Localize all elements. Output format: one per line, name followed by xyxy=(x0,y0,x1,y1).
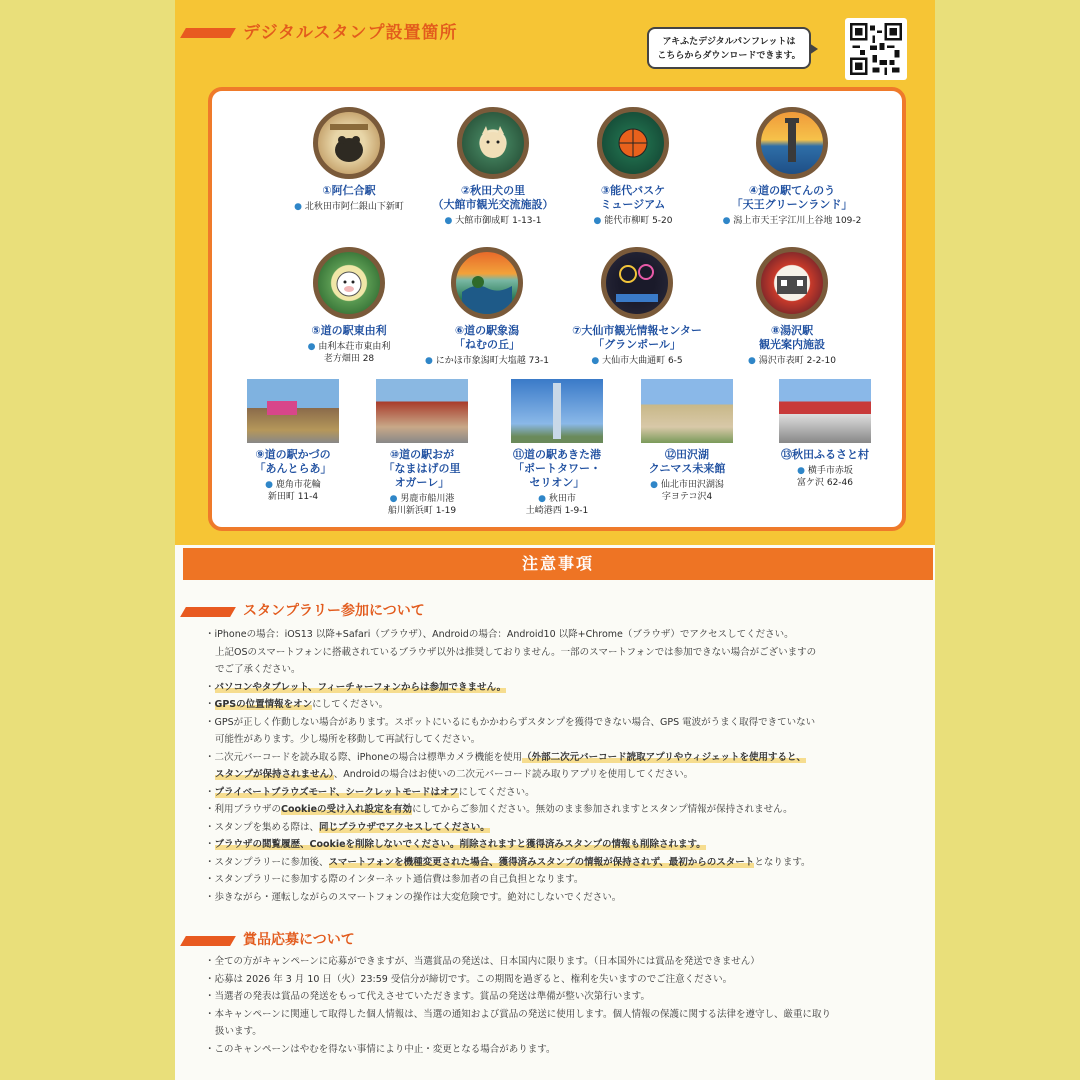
note-line: ・全ての方がキャンペーンに応募ができますが、当選賞品の発送は、日本国内に限ります。（日本国外には賞品を発送できません） xyxy=(205,956,760,967)
note-line: ・スタンプを集める際は、同じブラウザでアクセスしてください。 xyxy=(205,821,490,833)
location-pin-icon: ● xyxy=(538,494,546,504)
prize-notes xyxy=(205,953,915,1058)
spot-address: 潟上市天王字江川上谷地 109-2 xyxy=(733,216,862,226)
note-line: でご了承ください。 xyxy=(215,664,301,675)
manhole-fireworks-icon xyxy=(601,247,673,319)
spot-address: にかほ市象潟町大塩越 73-1 xyxy=(435,356,550,366)
spot-name: ⑫田沢湖 xyxy=(665,448,709,461)
prize-section-title: 賞品応募について xyxy=(243,932,355,948)
rally-notes xyxy=(205,626,915,906)
spot-name-sub: オガーレ」 xyxy=(394,476,450,489)
spot-address: 鹿角市花輪 xyxy=(275,480,321,490)
manhole-tower-icon xyxy=(756,107,828,179)
spot-name: ⑨道の駅かづの xyxy=(255,448,331,461)
note-line: ・ブラウザの閲覧履歴、Cookieを削除しないでください。削除されますと獲得済みスタンプの情報も削除されます。 xyxy=(205,839,706,850)
note-line: スタンプが保持されません）、Androidの場合はお使いの二次元バーコード読み取りアプリを使用してください。 xyxy=(215,769,694,780)
spot-name: ⑬秋田ふるさと村 xyxy=(781,448,869,461)
note-line: ・当選者の発表は賞品の発送をもって代えさせていただきます。賞品の発送は準備が整い次第行います。 xyxy=(205,991,650,1002)
manhole-cow-icon xyxy=(313,247,385,319)
building-photo xyxy=(641,379,733,443)
location-pin-icon: ● xyxy=(650,480,658,490)
spot-name: ⑪道の駅あきた港 xyxy=(513,448,601,461)
spot-name: ③能代バスケ xyxy=(600,184,666,197)
spot-address-sub: 船川新浜町 1-19 xyxy=(387,506,457,516)
location-pin-icon: ● xyxy=(389,494,398,504)
manhole-nemu-icon xyxy=(451,247,523,319)
spot-name-sub: 観光案内施設 xyxy=(759,338,825,351)
spot-tennou[interactable] xyxy=(702,107,882,227)
spot-daisen[interactable] xyxy=(552,247,722,367)
spot-address: 大館市御成町 1-13-1 xyxy=(455,216,542,226)
section-title: デジタルスタンプ設置箇所 xyxy=(243,23,458,43)
location-pin-icon: ● xyxy=(424,356,433,366)
pamphlet-note-line: こちらからダウンロードできます。 xyxy=(657,51,801,61)
spot-name: ⑧湯沢駅 xyxy=(770,324,814,337)
pamphlet-download-note xyxy=(647,27,811,69)
spot-address-sub: 字ヨテコ沢4 xyxy=(661,492,713,502)
spot-name: ⑤道の駅東由利 xyxy=(311,324,387,337)
spot-address: 湯沢市表町 2-2-10 xyxy=(758,356,836,366)
spot-name: ⑩道の駅おが xyxy=(389,448,455,461)
spot-name: ②秋田犬の里 xyxy=(460,184,526,197)
spot-yuzawa-station[interactable] xyxy=(712,247,872,367)
location-pin-icon: ● xyxy=(797,466,805,476)
note-line: 扱います。 xyxy=(215,1026,262,1037)
manhole-akita-dog-icon xyxy=(457,107,529,179)
spot-address-sub: 富ケ沢 62-46 xyxy=(796,478,853,488)
spot-name-sub: クニマス未来館 xyxy=(648,462,726,475)
spot-aniai-station[interactable] xyxy=(274,107,424,213)
stamp-locations-section xyxy=(175,0,935,545)
note-line: ・歩きながら・運転しながらのスマートフォンの操作は大変危険です。絶対にしないでください。 xyxy=(205,891,622,903)
spot-akita-furusato[interactable] xyxy=(760,379,890,489)
spot-name-sub: ミュージアム xyxy=(600,198,666,211)
note-line: ・このキャンペーンはやむを得ない事情により中止・変更となる場合があります。 xyxy=(205,1043,556,1055)
header-accent-bar xyxy=(180,28,236,38)
spot-name-sub: 「グランポール」 xyxy=(593,338,681,351)
spot-akita-port[interactable] xyxy=(497,379,617,517)
spot-name-sub: セリオン」 xyxy=(529,476,585,489)
spot-name: ⑥道の駅象潟 xyxy=(454,324,520,337)
spot-kisakata[interactable] xyxy=(412,247,562,367)
spot-name: ①阿仁合駅 xyxy=(322,184,376,197)
location-pin-icon: ● xyxy=(722,216,731,226)
location-pin-icon: ● xyxy=(444,216,453,226)
spot-name-sub: 「ポートタワー・ xyxy=(513,462,601,475)
note-line: ・プライベートブラウズモード、シークレットモードはオフにしてください。 xyxy=(205,786,535,798)
spot-address: 大仙市大曲通町 6-5 xyxy=(602,356,683,366)
note-line: ・応募は 2026 年 3 月 10 日（火）23:59 受信分が締切です。この期間を過ぎると、権利を失いますのでご注意ください。 xyxy=(205,973,733,985)
building-photo xyxy=(247,379,339,443)
note-line: ・本キャンペーンに関連して取得した個人情報は、当選の通知および賞品の発送に使用します。個人情報の保護に関する法律を遵守し、厳重に取り xyxy=(205,1008,832,1020)
pamphlet-note-line: アキふたデジタルパンフレットは xyxy=(662,37,796,47)
note-line: ・スタンプラリーに参加する際のインターネット通信費は参加者の自己負担となります。 xyxy=(205,874,584,885)
manhole-station-icon xyxy=(756,247,828,319)
location-pin-icon: ● xyxy=(307,342,316,352)
spot-tazawako[interactable] xyxy=(632,379,742,503)
spot-name-sub: 「なまはげの里 xyxy=(383,462,461,475)
note-line: ・パソコンやタブレット、フィーチャーフォンからは参加できません。 xyxy=(205,681,507,693)
spot-name: ④道の駅てんのう xyxy=(748,184,836,197)
spot-address: 能代市柳町 5-20 xyxy=(604,216,673,226)
spot-address-sub: 土崎港西 1-9-1 xyxy=(525,506,589,516)
spot-name: ⑦大仙市観光情報センター xyxy=(572,324,702,337)
spot-name-sub: 「ねむの丘」 xyxy=(454,338,520,351)
note-line: ・iPhoneの場合：iOS13 以降+Safari（ブラウザ）、Androidの場合：Android10 以降+Chrome（ブラウザ）でアクセスしてください。 xyxy=(205,629,794,640)
prize-accent-bar xyxy=(180,936,236,946)
rally-accent-bar xyxy=(180,607,236,617)
manhole-bear-icon xyxy=(313,107,385,179)
spot-name-sub: （大館市観光交流施設） xyxy=(432,198,554,211)
location-pin-icon: ● xyxy=(294,202,302,212)
note-line: ・二次元バーコードを読み取る際、iPhoneの場合は標準カメラ機能を使用（外部二次元バーコード読取アプリやウィジェットを使用すると、 xyxy=(205,751,806,763)
spot-address: 仙北市田沢湖潟 xyxy=(660,480,724,490)
spot-address-sub: 老方畑田 28 xyxy=(323,354,375,364)
spot-kazuno[interactable] xyxy=(238,379,348,503)
spot-oga[interactable] xyxy=(362,379,482,517)
location-pin-icon: ● xyxy=(593,216,602,226)
note-line: 可能性があります。少し場所を移動して再試行してください。 xyxy=(215,734,481,745)
note-line: 上記OSのスマートフォンに搭載されているブラウザ以外は推奨しておりません。一部のスマートフォンでは参加できない場合がございますの xyxy=(215,646,817,658)
spot-address: 秋田市 xyxy=(548,494,576,504)
spot-address: 横手市赤坂 xyxy=(807,466,853,476)
manhole-basketball-icon xyxy=(597,107,669,179)
spot-address: 北秋田市阿仁銀山下新町 xyxy=(304,202,404,212)
spot-address: 男鹿市船川港 xyxy=(400,494,455,504)
pamphlet-page xyxy=(175,0,935,1080)
note-line: ・利用ブラウザのCookieの受け入れ設定を有効にしてからご参加ください。無効のまま参加されますとスタンプ情報が保持されません。 xyxy=(205,804,793,815)
spot-address: 由利本荘市東由利 xyxy=(318,342,391,352)
location-pin-icon: ● xyxy=(748,356,756,366)
location-pin-icon: ● xyxy=(591,356,600,366)
building-photo xyxy=(779,379,871,443)
spot-noshiro-basket[interactable] xyxy=(558,107,708,227)
spot-higashiyuri[interactable] xyxy=(274,247,424,365)
qr-code[interactable] xyxy=(845,18,907,80)
note-line: ・GPSが正しく作動しない場合があります。スポットにいるにもかかわらずスタンプを獲得できない場合、GPS 電波がうまく取得できていない xyxy=(205,716,816,728)
rally-section-title: スタンプラリー参加について xyxy=(243,603,425,619)
spot-name-sub: 「天王グリーンランド」 xyxy=(731,198,853,211)
building-photo xyxy=(511,379,603,443)
note-line: ・GPSの位置情報をオンにしてください。 xyxy=(205,699,389,710)
note-line: ・スタンプラリーに参加後、スマートフォンを機種変更された場合、獲得済みスタンプの情報が保持されず、最初からのスタートとなります。 xyxy=(205,856,811,868)
spot-address-sub: 新田町 11-4 xyxy=(267,492,319,502)
notice-header: 注意事項 xyxy=(183,548,933,580)
spot-akita-inu[interactable] xyxy=(418,107,568,227)
building-photo xyxy=(376,379,468,443)
spot-name-sub: 「あんとらあ」 xyxy=(254,462,332,475)
location-pin-icon: ● xyxy=(265,480,273,490)
stamp-spots-panel xyxy=(208,87,906,531)
